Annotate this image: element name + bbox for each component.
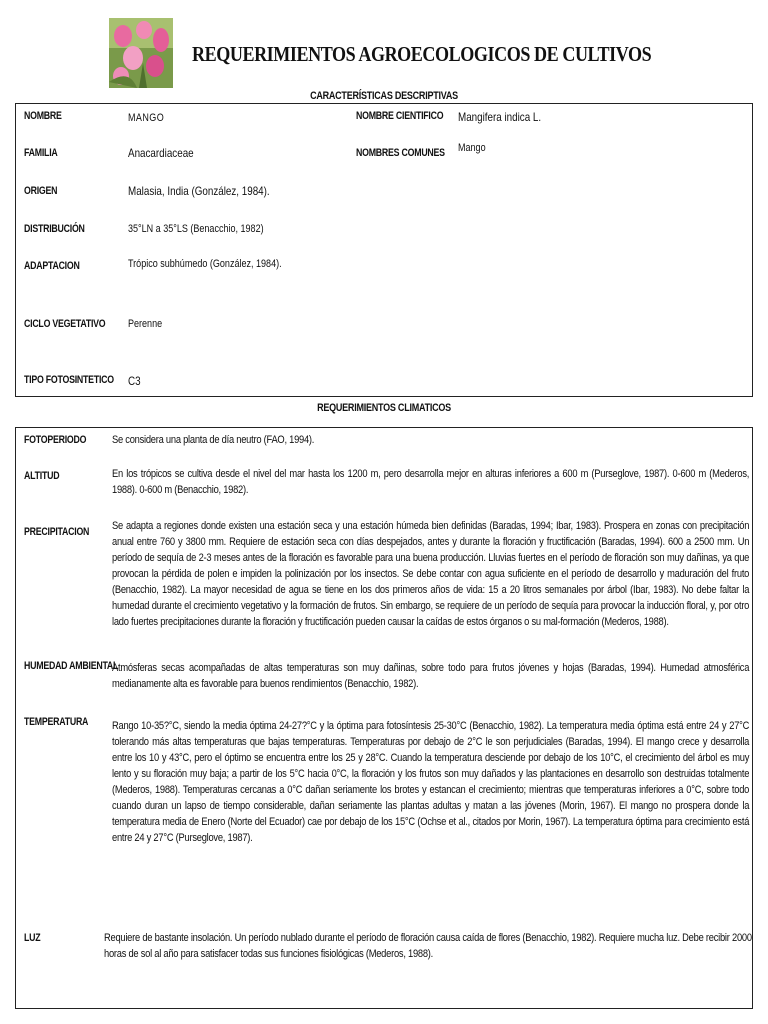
precipitacion-text: Se adapta a regiones donde existen una estación seca y una estación húmeda bien definidas (Baradas, 1994; Ibar, 1983). Prospera en zonas con precipitación anual entre 760 y 3800 mm. Requiere de estación seca con días despejados, antes y durante la floración y fructificación (Baradas, 1994). 600 a 2500 mm. Un período de sequía de 2-3 meses antes de la floración es favorable para una buena producción. Lluvias fuertes en el período de floración son muy dañinas, ya que provocan la pérdida de polen e impiden la polinización por los insectos. Se debe contar con agua suficiente en el período de desarrollo y maduración del fruto (Benacchio, 1982). La mayor necesidad de agua se tiene en los dos primeros años de vida: 15 a 20 litros semanales por árbol (Ibar, 1983). No debe faltar la humedad durante el crecimiento vegetativo y la formación de frutos. Sin embargo, se requiere de un período de sequía para provocar la inducción floral, y, por otro lado fuertes precipitaciones durante la floración y fructificación pueden causar la caídas de estos órganos o su mal-formación (Mederos, 1988). (112, 520, 750, 628)
luz-label: LUZ (24, 932, 41, 944)
ciclo-value: Perenne (128, 318, 163, 330)
altitud-text: En los trópicos se cultiva desde el nivel del mar hasta los 1200 m, pero desarrolla mejor en alturas inferiores a 600 m (Purseglove, 1987). 0-600 m (Mederos, 1988). 0-600 m (Benacchio, 1982). (112, 468, 750, 496)
ciclo-label: CICLO VEGETATIVO (24, 318, 106, 330)
temperatura-text: Rango 10-35?°C, siendo la media óptima 24-27?°C y la óptima para fotosíntesis 25-30°C (Benacchio, 1982). La temperatura media óptima está entre 24 y 27°C tolerando más altas temperaturas que bajas temperaturas. Temperaturas por debajo de 2°C le son perjudiciales (Baradas, 1994). El mango crece y desarrolla entre los 10 y 43°C, pero el óptimo se encuentra entre los 25 y 28°C. Cuando la temperatura desciende por debajo de los 10°C, el crecimiento del árbol es muy lento y su floración muy baja; a partir de los 5°C hacia 0°C, la floración y los frutos son muy dañados y las plantaciones en desarrollo son destruidas totalmente (Mederos, 1988). Temperaturas cercanas a 0°C dañan seriamente los brotes y estancan el crecimiento; mientras que temperaturas inferiores a 0°C, sobre todo cuando duran un lapso de tiempo considerable, dañan seriamente las plantas adultas y matan a las jóvenes (Morin, 1967). El mango no prospera donde la temperatura media de Enero (Norte del Ecuador) cae por debajo de los 15°C (Ochse et al., citados por Morin, 1967). La temperatura óptima para crecimiento está entre 24 y 27°C (Purseglove, 1987). (112, 720, 750, 844)
cientifico-label: NOMBRE CIENTIFICO (356, 110, 444, 122)
section-title-climatic: REQUERIMIENTOS CLIMATICOS (317, 402, 451, 414)
page-title: REQUERIMIENTOS AGROECOLOGICOS DE CULTIVOS (192, 42, 652, 66)
humedad-text: Atmósferas secas acompañadas de altas temperaturas son muy dañinas, sobre todo para frutos jóvenes y hojas (Baradas, 1994). Humedad atmosférica medianamente alta es favorable para buenos rendimientos (Benacchio, 1982). (112, 662, 750, 690)
tipo-label: TIPO FOTOSINTETICO (24, 374, 114, 386)
nombre-value: MANGO (128, 112, 165, 124)
luz-text: Requiere de bastante insolación. Un período nublado durante el período de floración causa caída de flores (Benacchio, 1982). Requiere mucha luz. Debe recibir 2000 horas de sol al año para satisfacer todas sus funciones fisiológicas (Mederos, 1988). (104, 932, 752, 960)
familia-label: FAMILIA (24, 147, 58, 159)
familia-value: Anacardiaceae (128, 146, 194, 160)
humedad-label: HUMEDAD AMBIENTAL (24, 660, 119, 672)
altitud-label: ALTITUD (24, 470, 60, 482)
distribucion-label: DISTRIBUCIÓN (24, 223, 85, 235)
cientifico-value: Mangifera indica L. (458, 110, 542, 124)
temperatura-label: TEMPERATURA (24, 716, 89, 728)
distribucion-value: 35°LN a 35°LS (Benacchio, 1982) (128, 223, 264, 235)
nombre-label: NOMBRE (24, 110, 62, 122)
flower-photo-icon (109, 18, 173, 88)
origen-value: Malasia, India (González, 1984). (128, 184, 270, 198)
adaptacion-label: ADAPTACION (24, 260, 80, 272)
comunes-label: NOMBRES COMUNES (356, 147, 445, 159)
origen-label: ORIGEN (24, 185, 58, 197)
fotoperiodo-label: FOTOPERIODO (24, 434, 87, 446)
comunes-value: Mango (458, 142, 486, 154)
adaptacion-value: Trópico subhúmedo (González, 1984). (128, 258, 282, 270)
precipitacion-label: PRECIPITACION (24, 526, 90, 538)
fotoperiodo-text: Se considera una planta de día neutro (FAO, 1994). (112, 434, 315, 446)
section-title-descriptive: CARACTERÍSTICAS DESCRIPTIVAS (310, 90, 458, 102)
tipo-value: C3 (128, 374, 141, 388)
